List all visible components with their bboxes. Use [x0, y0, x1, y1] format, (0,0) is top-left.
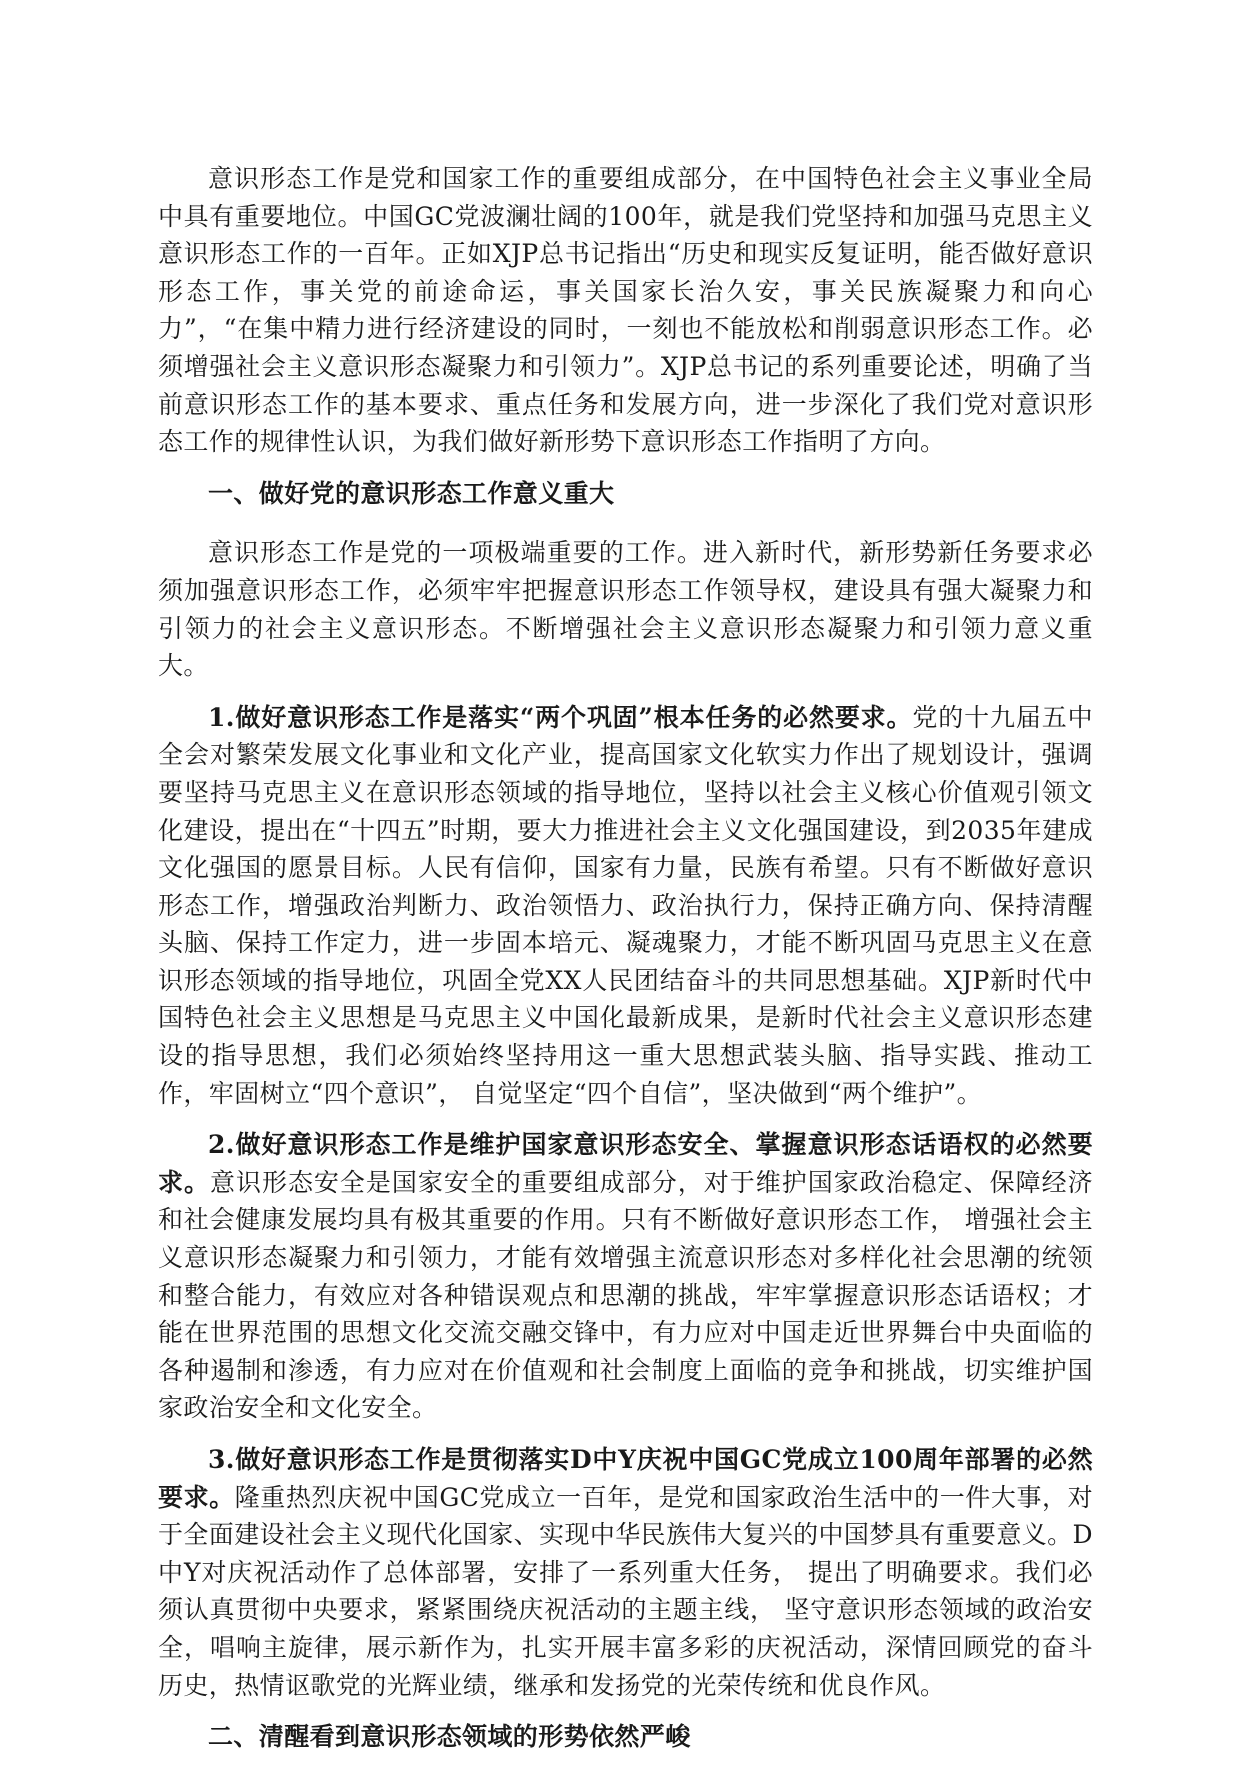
point-3-body: 隆重热烈庆祝中国GC党成立一百年，是党和国家政治生活中的一件大事，对于全面建设社会主义现代化国家、实现中华民族伟大复兴的中国梦具有重要意义。D中Y对庆祝活动作了总体部署，安排了一系列重大任务， 提出了明确要求。我们必须认真贯彻中央要求，紧紧围绕庆祝活动的主题主线， 坚守意识形态领域的政治安全，唱响主旋律，展示新作为，扎实开展丰富多彩的庆祝活动，深情回顾党的奋斗历史，热情讴歌党的光辉业绩，继承和发扬党的光荣传统和优良作风。 — [158, 1482, 1094, 1700]
point-1-paragraph — [158, 699, 1093, 1113]
point-3-title: 3.做好意识形态工作是贯彻落实D中Y庆祝中国GC党成立100周年部署的必然要求。 — [158, 1445, 1093, 1512]
point-2-paragraph — [158, 1126, 1093, 1427]
document-body — [158, 160, 1093, 1778]
point-1-title: 1.做好意识形态工作是落实“两个巩固”根本任务的必然要求。 — [208, 702, 913, 732]
section-1-heading: 一、做好党的意识形态工作意义重大 — [208, 478, 615, 508]
intro-paragraph: 意识形态工作是党和国家工作的重要组成部分，在中国特色社会主义事业全局中具有重要地位。中国GC党波澜壮阔的100年，就是我们党坚持和加强马克思主义意识形态工作的一百年。正如XJP总书记指出“历史和现实反复证明，能否做好意识形态工作，事关党的前途命运，事关国家长治久安，事关民族凝聚力和向心力”，“在集中精力进行经济建设的同时，一刻也不能放松和削弱意识形态工作。必须增强社会主义意识形态凝聚力和引领力”。XJP总书记的系列重要论述，明确了当前意识形态工作的基本要求、重点任务和发展方向，进一步深化了我们党对意识形态工作的规律性认识，为我们做好新形势下意识形态工作指明了方向。 — [158, 164, 1093, 457]
point-2-body: 意识形态安全是国家安全的重要组成部分，对于维护国家政治稳定、保障经济和社会健康发展均具有极其重要的作用。只有不断做好意识形态工作， 增强社会主义意识形态凝聚力和引领力，才能有效增强主流意识形态对多样化社会思潮的统领和整合能力，有效应对各种错误观点和思潮的挑战，牢牢掌握意识形态话语权；才能在世界范围的思想文化交流交融交锋中，有力应对中国走近世界舞台中央面临的各种遏制和渗透，有力应对在价值观和社会制度上面临的竞争和挑战，切实维护国家政治安全和文化安全。 — [158, 1167, 1093, 1423]
section-2-heading: 二、清醒看到意识形态领域的形势依然严峻 — [208, 1722, 691, 1752]
section-1-intro-paragraph: 意识形态工作是党的一项极端重要的工作。进入新时代，新形势新任务要求必须加强意识形态工作，必须牢牢把握意识形态工作领导权，建设具有强大凝聚力和引领力的社会主义意识形态。不断增强社会主义意识形态凝聚力和引领力意义重大。 — [158, 538, 1093, 681]
point-2-title: 2.做好意识形态工作是维护国家意识形态安全、掌握意识形态话语权的必然要求。 — [158, 1130, 1093, 1197]
point-1-body: 党的十九届五中全会对繁荣发展文化事业和文化产业，提高国家文化软实力作出了规划设计，强调要坚持马克思主义在意识形态领域的指导地位，坚持以社会主义核心价值观引领文化建设，提出在“十四五”时期，要大力推进社会主义文化强国建设，到2035年建成文化强国的愿景目标。人民有信仰，国家有力量，民族有希望。只有不断做好意识形态工作，增强政治判断力、政治领悟力、政治执行力，保持正确方向、保持清醒头脑、保持工作定力，进一步固本培元、凝魂聚力，才能不断巩固马克思主义在意识形态领域的指导地位，巩固全党XX人民团结奋斗的共同思想基础。XJP新时代中国特色社会主义思想是马克思主义中国化最新成果，是新时代社会主义意识形态建设的指导思想，我们必须始终坚持用这一重大思想武装头脑、指导实践、推动工作，牢固树立“四个意识”， 自觉坚定“四个自信”，坚决做到“两个维护”。 — [158, 702, 1093, 1108]
point-3-paragraph — [158, 1441, 1093, 1704]
